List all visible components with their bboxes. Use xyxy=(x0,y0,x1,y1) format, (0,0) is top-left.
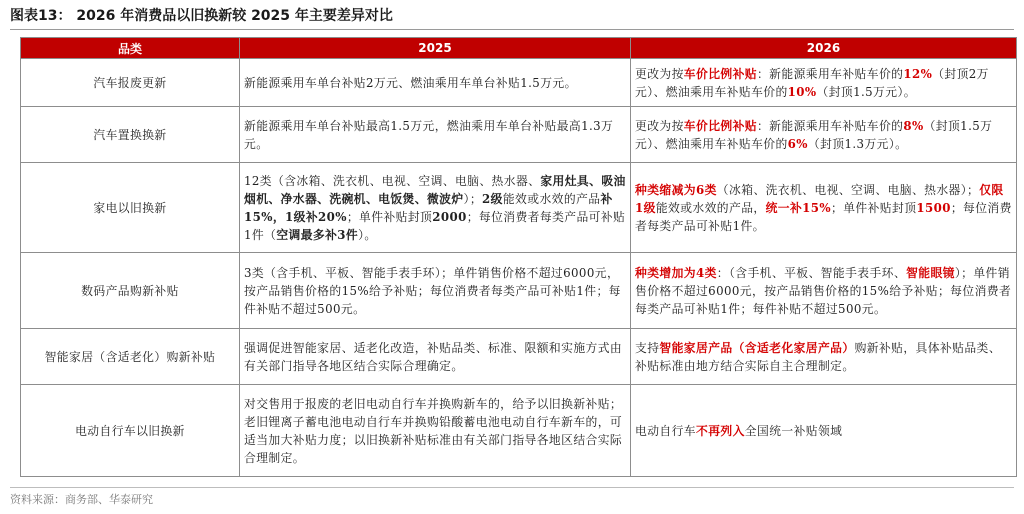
cell-2026 xyxy=(631,253,1017,329)
cell-2025 xyxy=(240,329,631,385)
highlight-text: 智能眼镜 xyxy=(906,265,955,280)
text-segment: ：新能源乘用车补贴车价的 xyxy=(756,118,904,133)
text-segment: 全国统一补贴领域 xyxy=(744,423,843,438)
text-segment: 电动自行车 xyxy=(635,423,696,438)
cell-2026 xyxy=(631,107,1017,163)
text-segment: 能效或水效的产品， xyxy=(655,200,766,215)
text-segment: 新能源乘用车单台补贴2万元、燃油乘用车单台补贴1.5万元。 xyxy=(244,75,577,90)
table-row xyxy=(21,385,1017,477)
bold-text: 2级 xyxy=(482,191,503,206)
text-segment: ；单件补贴封顶 xyxy=(346,209,433,224)
highlight-text: 6% xyxy=(787,136,808,151)
text-segment: 更改为按 xyxy=(635,118,684,133)
category-cell: 汽车置换换新 xyxy=(21,107,240,163)
text-segment: 新能源乘用车单台补贴最高1.5万元，燃油乘用车单台补贴最高1.3万元。 xyxy=(244,118,614,151)
text-segment: 对交售用于报废的老旧电动自行车并换购新车的，给予以旧换新补贴；老旧锂离子蓄电池电动自行车并换购铅酸蓄电池电动自行车新车的，可适当加大补贴力度；以旧换新补贴标准由有关部门指导各地区结合实际合理制定。 xyxy=(244,396,623,465)
cell-2025 xyxy=(240,59,631,107)
text-segment: 能效或水效的产品 xyxy=(502,191,601,206)
text-segment: ；每位消费者每类产品可补贴1件。 xyxy=(635,200,1012,233)
header-row xyxy=(21,38,1017,59)
text-segment: （封顶1.3万元）。 xyxy=(807,136,908,151)
highlight-text: 车价比例补贴 xyxy=(683,66,757,81)
highlight-text: 8% xyxy=(903,118,924,133)
highlight-text: 种类缩减为6类 xyxy=(635,182,717,197)
text-segment: （冰箱、洗衣机、电视、空调、电脑、热水器）； xyxy=(716,182,980,197)
cell-2026 xyxy=(631,329,1017,385)
cell-2025 xyxy=(240,107,631,163)
text-segment: ：（含手机、平板、智能手表手环、 xyxy=(716,265,907,280)
highlight-text: 统一补15% xyxy=(765,200,832,215)
text-segment: 3类（含手机、平板、智能手表手环）；单件销售价格不超过6000元，按产品销售价格的15%给予补贴；每位消费者每类产品可补贴1件；每件补贴不超过500元。 xyxy=(244,265,621,316)
header-2026: 2026 xyxy=(631,38,1017,59)
text-segment: 购新补贴，具体补贴品类、补贴标准由地方结合实际自主合理制定。 xyxy=(635,340,1001,373)
text-segment: 强调促进智能家居、适老化改造，补贴品类、标准、限额和实施方式由有关部门指导各地区结合实际合理确定。 xyxy=(244,340,623,373)
highlight-text: 智能家居产品（含适老化家居产品） xyxy=(659,340,855,355)
text-segment: （封顶1.5万元）、燃油乘用车补贴车价的 xyxy=(635,118,993,151)
text-segment: ）； xyxy=(463,191,483,206)
cell-2026 xyxy=(631,163,1017,253)
category-cell: 电动自行车以旧换新 xyxy=(21,385,240,477)
bold-text: 空调最多补3件 xyxy=(276,227,359,242)
table-row xyxy=(21,253,1017,329)
source-divider xyxy=(10,487,1014,488)
bold-text: 家用灶具、吸油烟机、净水器、洗碗机、电饭煲、微波炉 xyxy=(244,173,626,206)
bold-text: 2000 xyxy=(432,209,467,224)
cell-2026 xyxy=(631,59,1017,107)
text-segment: 12类（含冰箱、洗衣机、电视、空调、电脑、热水器、 xyxy=(244,173,541,188)
figure-title: 图表13： 2026 年消费品以旧换新较 2025 年主要差异对比 xyxy=(10,8,393,24)
text-segment: 支持 xyxy=(635,340,660,355)
highlight-text: 10% xyxy=(787,84,817,99)
highlight-text: 车价比例补贴 xyxy=(683,118,757,133)
cell-2025 xyxy=(240,163,631,253)
category-cell: 汽车报废更新 xyxy=(21,59,240,107)
category-cell: 智能家居（含适老化）购新补贴 xyxy=(21,329,240,385)
text-segment: ；单件补贴封顶 xyxy=(831,200,917,215)
header-2025: 2025 xyxy=(240,38,631,59)
source-note: 资料来源：商务部、华泰研究 xyxy=(10,493,153,506)
highlight-text: 种类增加为4类 xyxy=(635,265,717,280)
cell-2026 xyxy=(631,385,1017,477)
cell-2025 xyxy=(240,385,631,477)
cell-2025 xyxy=(240,253,631,329)
text-segment: （封顶2万元）、燃油乘用车补贴车价的 xyxy=(635,66,989,99)
header-category: 品类 xyxy=(21,38,240,59)
category-cell: 数码产品购新补贴 xyxy=(21,253,240,329)
title-divider xyxy=(10,29,1014,30)
highlight-text: 1500 xyxy=(916,200,951,215)
text-segment: （封顶1.5万元）。 xyxy=(816,84,916,99)
text-segment: ）。 xyxy=(358,227,377,242)
text-segment: ；每位消费者每类产品可补贴1件（ xyxy=(244,209,626,242)
table-row xyxy=(21,329,1017,385)
category-cell: 家电以旧换新 xyxy=(21,163,240,253)
text-segment: ：新能源乘用车补贴车价的 xyxy=(756,66,904,81)
highlight-text: 12% xyxy=(903,66,933,81)
table-row xyxy=(21,59,1017,107)
highlight-text: 仅限1级 xyxy=(635,182,1004,215)
highlight-text: 不再列入 xyxy=(696,423,745,438)
bold-text: 补15%，1级补20% xyxy=(244,191,613,224)
text-segment: 更改为按 xyxy=(635,66,684,81)
text-segment: ）；单件销售价格不超过6000元，按产品销售价格的15%给予补贴；每位消费者每类产品可补贴1件；每件补贴不超过500元。 xyxy=(635,265,1012,316)
table-row xyxy=(21,107,1017,163)
table-row xyxy=(21,163,1017,253)
comparison-table xyxy=(20,37,1017,477)
